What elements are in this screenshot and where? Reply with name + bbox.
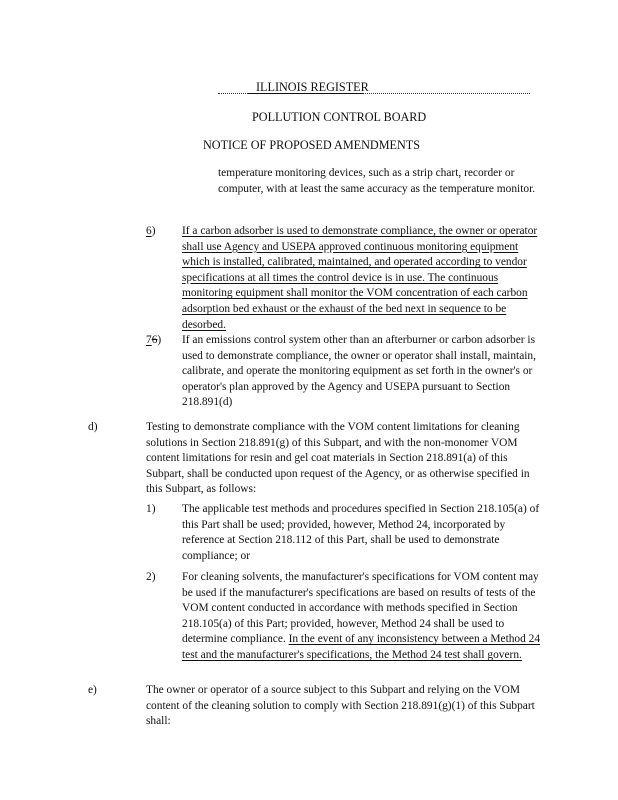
continuation-paragraph: temperature monitoring devices, such as a strip chart, recorder or computer, with at least the same accuracy as the temperature monitor. (218, 167, 536, 195)
section-d-item-1-label: 1) (146, 503, 156, 515)
section-d-text: Testing to demonstrate compliance with the VOM content limitations for cleaning solutions in Section 218.891(g) of this Subpart, and with the non-monomer VOM content limitations for resin and gel coat materials in Section 218.891(a) of this Subpart, shall be conducted upon request of the Agency, or as otherwise specified in this Subpart, as follows: (146, 421, 530, 496)
board-title: POLLUTION CONTROL BOARD (252, 110, 427, 124)
item-6-number: 6) (146, 225, 156, 237)
item-2-text-plain: For cleaning solvents, the manufacturer's specifications for VOM content may be used if the manufacturer's specifications are based on results of tests of the VOM content conducted in accordance with methods specified in Section 218.105(a) of this Part; provided, however, Method 24 shall be used to determine compliance. (182, 571, 539, 646)
section-d-item-1-text: The applicable test methods and procedures specified in Section 218.105(a) of this Part shall be used; provided, however, Method 24, incorporated by reference at Section 218.112 of this Part, shall be used to demonstrate compliance; or (182, 503, 540, 562)
section-d-label: d) (88, 421, 98, 433)
section-d-item-2-text (182, 570, 546, 664)
item-7-number-new: 7 (146, 334, 152, 346)
section-d-item-2-label: 2) (146, 571, 156, 583)
item-6-text: If a carbon adsorber is used to demonstrate compliance, the owner or operator shall use Agency and USEPA approved continuous monitoring equipment which is installed, calibrated, maintained, and operated according to vendor specifications at all times the control device is in use. The continuous monitoring equipment shall monitor the VOM concentration of each carbon adsorption bed exhaust or the exhaust of the bed next in sequence to be desorbed. (182, 225, 538, 331)
register-title: ILLINOIS REGISTER (256, 80, 369, 94)
item-6-number-new: 6 (146, 225, 152, 237)
notice-title: NOTICE OF PROPOSED AMENDMENTS (203, 138, 421, 152)
item-7-number: 76) (146, 334, 162, 346)
section-e-label: e) (88, 684, 97, 696)
item-7-number-old: 6 (151, 334, 158, 346)
item-2-text-added: In the event of any inconsistency between a Method 24 test and the manufacturer's specifications, the Method 24 test shall govern. (182, 633, 541, 661)
item-7-text: If an emissions control system other than an afterburner or carbon adsorber is used to demonstrate compliance, the owner or operator shall install, maintain, calibrate, and operate the monitoring equipment as set forth in the owner's or operator's plan approved by the Agency and USEPA pursuant to Section 218.891(d) (182, 334, 536, 409)
section-e-text: The owner or operator of a source subject to this Subpart and relying on the VOM content of the cleaning solution to comply with Section 218.891(g)(1) of this Subpart shall: (146, 684, 535, 728)
